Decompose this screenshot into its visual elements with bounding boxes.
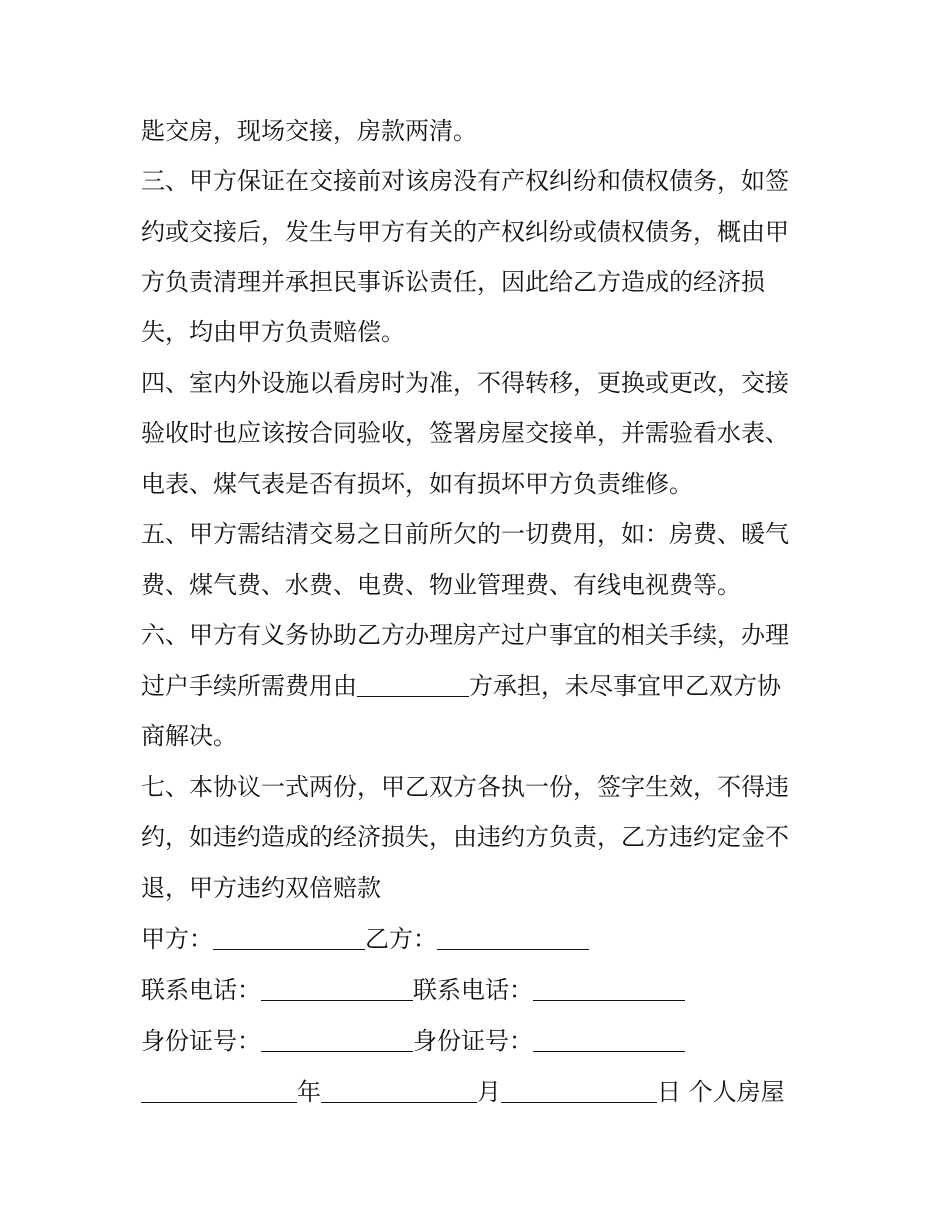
clause-7-line: 七、本协议一式两份，甲乙双方各执一份，签字生效，不得违 bbox=[141, 773, 789, 801]
fee-line bbox=[141, 671, 781, 701]
paragraph-line: 商解决。 bbox=[141, 722, 237, 750]
clause-6-line: 六、甲方有义务协助乙方办理房产过户事宜的相关手续，办理 bbox=[141, 621, 789, 649]
party-signature-line bbox=[141, 924, 589, 954]
paragraph-line: 费、煤气费、水费、电费、物业管理费、有线电视费等。 bbox=[141, 571, 741, 599]
party-b-label: 乙方： bbox=[365, 925, 437, 953]
fee-line-before: 过户手续所需费用由 bbox=[141, 672, 357, 700]
paragraph-line: 验收时也应该按合同验收，签署房屋交接单，并需验看水表、 bbox=[141, 419, 789, 447]
phone-line bbox=[141, 975, 685, 1005]
year-blank[interactable] bbox=[141, 1080, 297, 1103]
id-a-blank[interactable] bbox=[261, 1029, 413, 1052]
paragraph-line: 电表、煤气表是否有损坏，如有损坏甲方负责维修。 bbox=[141, 470, 693, 498]
paragraph-line: 约，如违约造成的经济损失，由违约方负责，乙方违约定金不 bbox=[141, 823, 789, 851]
clause-5-line: 五、甲方需结清交易之日前所欠的一切费用，如：房费、暖气 bbox=[141, 520, 789, 548]
month-label: 月 bbox=[477, 1078, 501, 1106]
paragraph-line: 失，均由甲方负责赔偿。 bbox=[141, 318, 405, 346]
paragraph-line: 方负责清理并承担民事诉讼责任，因此给乙方造成的经济损 bbox=[141, 268, 765, 296]
phone-a-blank[interactable] bbox=[261, 978, 413, 1001]
phone-a-label: 联系电话： bbox=[141, 976, 261, 1004]
party-a-blank[interactable] bbox=[213, 927, 365, 950]
day-blank[interactable] bbox=[501, 1080, 657, 1103]
id-number-line bbox=[141, 1026, 685, 1056]
paragraph-line: 匙交房，现场交接，房款两清。 bbox=[141, 117, 477, 145]
party-a-label: 甲方： bbox=[141, 925, 213, 953]
day-label: 日 个人房屋 bbox=[657, 1078, 785, 1106]
month-blank[interactable] bbox=[321, 1080, 477, 1103]
year-label: 年 bbox=[297, 1078, 321, 1106]
date-line bbox=[141, 1077, 785, 1107]
phone-b-blank[interactable] bbox=[533, 978, 685, 1001]
fee-party-blank[interactable] bbox=[357, 674, 469, 697]
party-b-blank[interactable] bbox=[437, 927, 589, 950]
fee-line-after: 方承担，未尽事宜甲乙双方协 bbox=[469, 672, 781, 700]
paragraph-line: 约或交接后，发生与甲方有关的产权纠纷或债权债务，概由甲 bbox=[141, 218, 789, 246]
phone-b-label: 联系电话： bbox=[413, 976, 533, 1004]
id-b-label: 身份证号： bbox=[413, 1027, 533, 1055]
id-a-label: 身份证号： bbox=[141, 1027, 261, 1055]
paragraph-line: 退，甲方违约双倍赔款 bbox=[141, 874, 381, 902]
clause-3-line: 三、甲方保证在交接前对该房没有产权纠纷和债权债务，如签 bbox=[141, 167, 789, 195]
id-b-blank[interactable] bbox=[533, 1029, 685, 1052]
clause-4-line: 四、室内外设施以看房时为准，不得转移，更换或更改，交接 bbox=[141, 369, 789, 397]
